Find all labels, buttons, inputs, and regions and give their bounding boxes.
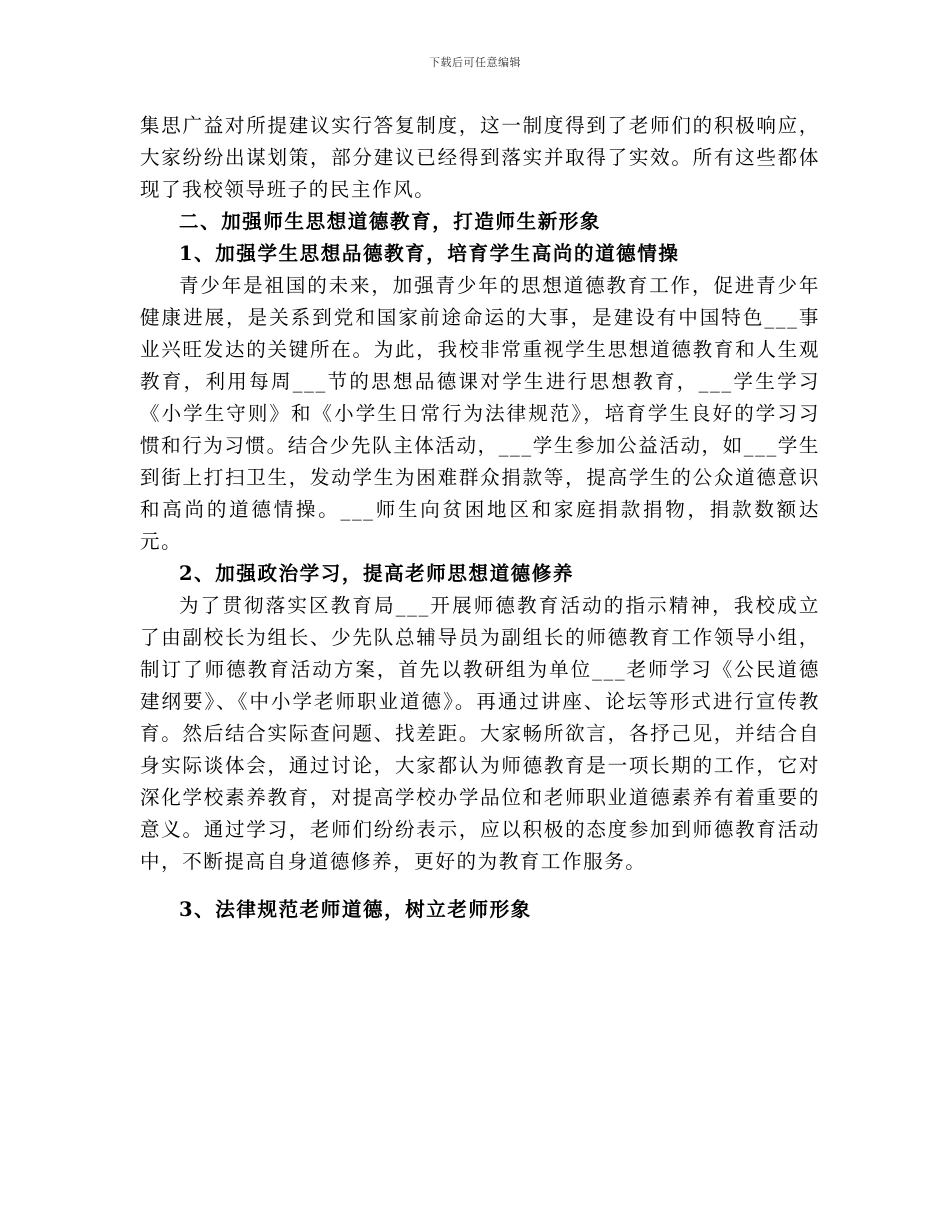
paragraph-teacher-ethics: 为了贯彻落实区教育局___开展师德教育活动的指示精神，我校成立了由副校长为组长、少先队总辅导员为副组长的师德教育工作领导小组，制订了师德教育活动方案，首先以教研组为单位___老师学习《公民道德建纲要》、《中小学老师职业道德》。再通过讲座、论坛等形式进行宣传教育。然后结合实际查问题、找差距。大家畅所欲言，各抒己见，并结合自身实际谈体会，通过讨论，大家都认为师德教育是一项长期的工作，它对深化学校素养教育，对提高学校办学品位和老师职业道德素养有着重要的意义。通过学习，老师们纷纷表示，应以积极的态度参加到师德教育活动中，不断提高自身道德修养，更好的为教育工作服务。	[140, 594, 820, 873]
page-header: 下载后可任意编辑	[429, 56, 521, 69]
subsection-heading-1: 1、加强学生思想品德教育，培育学生高尚的道德情操	[179, 242, 680, 265]
paragraph-continued: 集思广益对所提建议实行答复制度，这一制度得到了老师们的积极响应，大家纷纷出谋划策，部分建议已经得到落实并取得了实效。所有这些都体现了我校领导班子的民主作风。	[140, 114, 820, 201]
paragraph-student-education: 青少年是祖国的未来，加强青少年的思想道德教育工作，促进青少年健康进展，是关系到党和国家前途命运的大事，是建设有中国特色___事业兴旺发达的关键所在。为此，我校非常重视学生思想道德教育和人生观教育，利用每周___节的思想品德课对学生进行思想教育，___学生学习《小学生守则》和《小学生日常行为法律规范》，培育学生良好的学习习惯和行为习惯。结合少先队主体活动，___学生参加公益活动，如___学生到街上打扫卫生，发动学生为困难群众捐款等，提高学生的公众道德意识和高尚的道德情操。___师生向贫困地区和家庭捐款捐物，捐款数额达元。	[140, 274, 821, 553]
subsection-heading-3: 3、法律规范老师道德，树立老师形象	[179, 898, 532, 921]
section-heading-2: 二、加强师生思想道德教育，打造师生新形象	[179, 210, 602, 233]
subsection-heading-2: 2、加强政治学习，提高老师思想道德修养	[179, 562, 574, 585]
document-body	[140, 110, 820, 926]
